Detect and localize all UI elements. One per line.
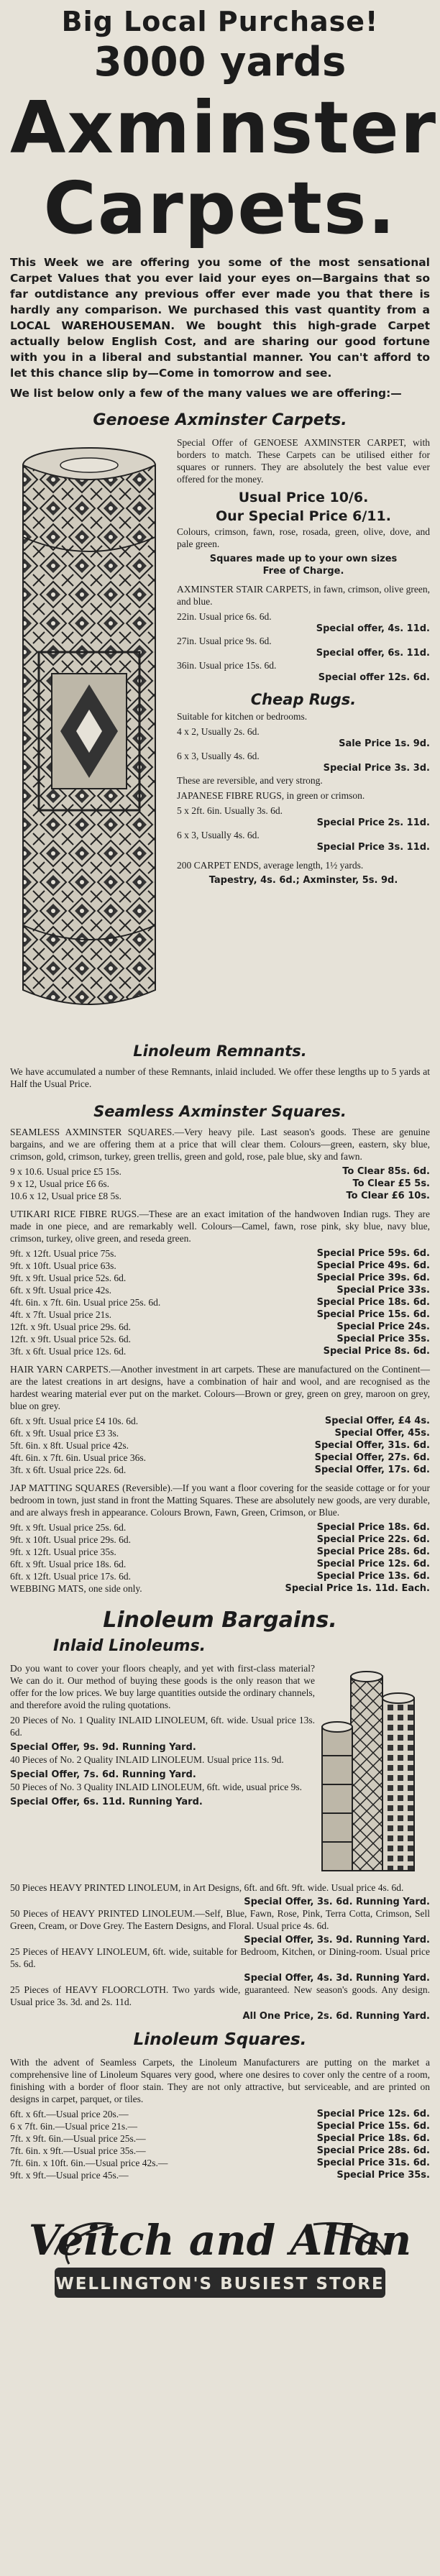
stair-row-price: Special offer, 6s. 11d. [316,648,430,659]
utikari-price: Special Price 33s. [336,1285,430,1296]
seamless-size: 9 x 12, Usual price £6 6s. [10,1178,109,1189]
hair-yarn-row [10,1439,430,1452]
lino-square-price: Special Price 12s. 6d. [316,2109,430,2119]
jap-matting-row [10,1570,430,1582]
webbing-mats-price: Special Price 1s. 11d. Each. [285,1583,430,1594]
hair-yarn-size: 6ft. x 9ft. Usual price £3 3s. [10,1428,119,1439]
stair-row [177,635,430,659]
jap-rug-row [177,829,430,853]
headline-axminster: Axminster [10,86,438,170]
utikari-size: 9ft. x 12ft. Usual price 75s. [10,1248,116,1259]
stair-row [177,659,430,684]
utikari-row [10,1284,430,1296]
utikari-size: 6ft. x 9ft. Usual price 42s. [10,1285,111,1296]
inlaid-intro: Do you want to cover your floors cheaply, and yet with first-class material? We can do it. Our method of buying these goods is the only reason that we offer for the low prices. We buy large quantities outside the ordinary channels, and therefore avoid the ruling quotations. [10,1663,315,1710]
genoese-details [168,436,430,1030]
inlaid-no2: 40 Pieces of No. 2 Quality INLAID LINOLEUM. Usual price 11s. 9d. [10,1754,284,1765]
lino-square-price: Special Price 28s. 6d. [316,2145,430,2156]
lino-square-row [10,2120,430,2132]
jap-matting-size: 9ft. x 12ft. Usual price 35s. [10,1546,116,1557]
hair-yarn-row [10,1452,430,1464]
jap-rug-row [177,805,430,829]
lino-square-price: Special Price 18s. 6d. [316,2133,430,2144]
utikari-price: Special Price 49s. 6d. [316,1260,430,1271]
jap-matting-size: 9ft. x 9ft. Usual price 25s. 6d. [10,1522,127,1533]
jap-matting-description: JAP MATTING SQUARES (Reversible).—If you want a floor covering for the seaside cottage or for your bedroom in town, just stand in front the Matting Squares. These are absolutely new goods, are very durable, and are always fresh in appearance. Colours Brown, Fawn, Green, Crimson, or Blue. [10,1482,430,1518]
rolled-carpet-illustration [10,436,168,1030]
lino-square-size: 6 x 7ft. 6in.—Usual price 21s.— [10,2121,137,2132]
lino-squares-text: With the advent of Seamless Carpets, the Linoleum Manufacturers are putting on the market a comprehensive line of Linoleum Squares very good, where one desires to cover only the centre of a room, finishing with a border of floor stain. They are not only attractive, but serviceable, and are printed on designs in carpet, parquet, or tiles. [10,2057,430,2104]
genoese-section [10,436,430,1030]
jap-matting-row [10,1558,430,1570]
lino-square-size: 7ft. 6in. x 10ft. 6in.—Usual price 42s.— [10,2158,168,2168]
lino-bargains-heading: Linoleum Bargains. [103,1608,337,1633]
hair-yarn-price: Special Offer, 17s. 6d. [314,1465,430,1475]
utikari-size: 12ft. x 9ft. Usual price 52s. 6d. [10,1334,131,1344]
webbing-mats-row [10,1582,430,1595]
jap-matting-row [10,1521,430,1534]
utikari-row [10,1260,430,1272]
inlaid-no3: 50 Pieces of No. 3 Quality INLAID LINOLEUM, 6ft. wide, usual price 9s. [10,1782,303,1792]
stair-row-price: Special offer 12s. 6d. [318,672,430,683]
inlaid-details [10,1662,315,1881]
veitch-allan-logo [10,2196,430,2307]
jap-matting-price: Special Price 13s. 6d. [316,1571,430,1582]
jap-matting-row [10,1546,430,1558]
headline-big-local-purchase: Big Local Purchase! [61,6,379,37]
japanese-fibre-rugs: JAPANESE FIBRE RUGS, in green or crimson. [177,790,365,801]
cheap-rug-row [177,750,430,774]
hair-yarn-price: Special Offer, 31s. 6d. [314,1440,430,1451]
lino-square-row [10,2108,430,2120]
genoese-colours: Colours, crimson, fawn, rose, rosada, green, olive, dove, and pale green. [177,526,430,549]
inlaid-no1-price: Special Offer, 9s. 9d. Running Yard. [10,1742,196,1753]
printed-lino-2: 50 Pieces of HEAVY PRINTED LINOLEUM.—Self, Blue, Fawn, Rose, Pink, Terra Cotta, Crimson, Sell Green, Cream, or Dove Grey. The Eastern Designs, and Floral. Usual price 4s. 6d. [10,1908,430,1931]
lino-square-size: 6ft. x 6ft.—Usual price 20s.— [10,2109,129,2119]
utikari-description: UTIKARI RICE FIBRE RUGS.—These are an exact imitation of the handwoven Indian rugs. They are made in one piece, and are remarkably well. Colours—Camel, fawn, rose pink, sky blue, navy blue, crimson, turkey, olive green, and reseda green. [10,1209,430,1244]
lino-square-price: Special Price 15s. 6d. [316,2121,430,2132]
seamless-price: To Clear £5 5s. [352,1178,430,1189]
hair-yarn-price: Special Offer, £4 4s. [324,1416,430,1426]
webbing-mats-label: WEBBING MATS, one side only. [10,1583,142,1594]
lino-square-size: 9ft. x 9ft.—Usual price 45s.— [10,2170,129,2181]
carpet-ends-price: Tapestry, 4s. 6d.; Axminster, 5s. 9d. [208,875,398,886]
jap-rug-price: Special Price 2s. 11d. [316,817,430,828]
genoese-usual-price: Usual Price 10/6. [238,490,369,505]
heavy-floorcloth-price: All One Price, 2s. 6d. Running Yard. [242,2011,430,2022]
utikari-size: 12ft. x 9ft. Usual price 29s. 6d. [10,1321,131,1332]
utikari-price: Special Price 59s. 6d. [316,1248,430,1259]
linoleum-rolls-icon [315,1662,430,1878]
stair-row [177,610,430,635]
lino-squares-heading: Linoleum Squares. [133,2030,307,2049]
linoleum-rolls-illustration [315,1662,430,1881]
lino-square-row [10,2145,430,2157]
stair-carpets-description: AXMINSTER STAIR CARPETS, in fawn, crimson, olive green, and blue. [177,584,430,607]
intro-offer-line: We list below only a few of the many values we are offering:— [10,387,402,400]
lino-square-row [10,2157,430,2169]
seamless-description: SEAMLESS AXMINSTER SQUARES.—Very heavy pile. Last season's goods. These are genuine bargains, and we are offering them at a price that will clear them. Colours—green, eastern, sky blue, crimson, gold, crimson, turkey, green trellis, green and gold, rose, pale blue, sky and fawn. [10,1127,430,1162]
inlaid-no3-price: Special Offer, 6s. 11d. Running Yard. [10,1797,203,1807]
cheap-rug-size: 4 x 2, Usually 2s. 6d. [177,726,260,737]
utikari-row [10,1345,430,1357]
carpet-roll-icon [10,436,168,1026]
cheap-rug-row [177,725,430,750]
jap-rug-size: 5 x 2ft. 6in. Usually 3s. 6d. [177,805,283,816]
inlaid-section [10,1662,430,1881]
jap-rug-price: Special Price 3s. 11d. [316,842,430,853]
seamless-row [10,1190,430,1202]
utikari-row [10,1308,430,1321]
hair-yarn-price: Special Offer, 45s. [334,1428,430,1439]
stair-row-size: 27in. Usual price 9s. 6d. [177,636,272,646]
jap-matting-price: Special Price 28s. 6d. [316,1546,430,1557]
seamless-price: To Clear £6 10s. [346,1191,430,1201]
genoese-note-sizes: Squares made up to your own sizes [209,554,398,564]
jap-rug-size: 6 x 3, Usually 4s. 6d. [177,830,260,840]
stair-row-size: 22in. Usual price 6s. 6d. [177,611,272,622]
seamless-price: To Clear 85s. 6d. [342,1166,430,1177]
logo-script-name: Veitch and Allan [28,2216,412,2265]
cheap-rug-price: Sale Price 1s. 9d. [339,738,430,749]
utikari-price: Special Price 15s. 6d. [316,1309,430,1320]
inlaid-linoleums-heading: Inlaid Linoleums. [53,1637,206,1655]
lino-square-size: 7ft. x 9ft. 6in.—Usual price 25s.— [10,2133,146,2144]
lino-square-price: Special Price 31s. 6d. [316,2158,430,2168]
utikari-size: 9ft. x 10ft. Usual price 63s. [10,1260,116,1271]
lino-square-row [10,2169,430,2181]
utikari-price: Special Price 24s. [336,1321,430,1332]
genoese-description: Special Offer of GENOESE AXMINSTER CARPET, with borders to match. These Carpets can be utilised either for squares or runners. They are absolutely the best value ever offered for the money. [177,437,430,485]
hair-yarn-size: 3ft. x 6ft. Usual price 22s. 6d. [10,1465,127,1475]
jap-matting-price: Special Price 12s. 6d. [316,1559,430,1569]
hair-yarn-description: HAIR YARN CARPETS.—Another investment in art carpets. These are manufactured on the Continent—are the latest creations in art designs, have a combination of hair and wool, and are recognised as the hardest wearing material ever put on the market. Colours—Brown or grey, green on grey, maroon on grey, blue on grey. [10,1364,430,1411]
printed-lino-1-price: Special Offer, 3s. 6d. Running Yard. [244,1897,430,1907]
jap-matting-price: Special Price 18s. 6d. [316,1522,430,1533]
cheap-rugs-heading: Cheap Rugs. [250,691,357,708]
lino-remnants-text: We have accumulated a number of these Remnants, inlaid included. We offer these lengths up to 5 yards at Half the Usual Price. [10,1066,430,1089]
seamless-size: 10.6 x 12, Usual price £8 5s. [10,1191,122,1201]
utikari-size: 4ft. x 7ft. Usual price 21s. [10,1309,111,1320]
carpet-ends: 200 CARPET ENDS, average length, 1½ yards. [177,860,364,871]
seamless-size: 9 x 10.6. Usual price £5 15s. [10,1166,122,1177]
printed-lino-2-price: Special Offer, 3s. 9d. Running Yard. [244,1935,430,1945]
heavy-lino: 25 Pieces of HEAVY LINOLEUM, 6ft. wide, suitable for Bedroom, Kitchen, or Dining-room. Usual price 5s. 6d. [10,1946,430,1969]
lino-square-size: 7ft. 6in. x 9ft.—Usual price 35s.— [10,2145,146,2156]
inlaid-no1: 20 Pieces of No. 1 Quality INLAID LINOLEUM, 6ft. wide. Usual price 13s. 6d. [10,1715,315,1738]
genoese-heading: Genoese Axminster Carpets. [93,411,347,429]
utikari-row [10,1272,430,1284]
jap-matting-price: Special Price 22s. 6d. [316,1534,430,1545]
heavy-lino-price: Special Offer, 4s. 3d. Running Yard. [244,1973,430,1984]
utikari-size: 9ft. x 9ft. Usual price 52s. 6d. [10,1273,127,1283]
stair-row-size: 36in. Usual price 15s. 6d. [177,660,277,671]
genoese-special-price: Our Special Price 6/11. [216,508,391,524]
hair-yarn-size: 4ft. 6in. x 7ft. 6in. Usual price 36s. [10,1452,146,1463]
heavy-floorcloth: 25 Pieces of HEAVY FLOORCLOTH. Two yards wide, guaranteed. New season's goods. Any design. Usual price 3s. 3d. and 2s. 11d. [10,1984,430,2007]
utikari-row [10,1321,430,1333]
hair-yarn-size: 6ft. x 9ft. Usual price £4 10s. 6d. [10,1416,139,1426]
logo-tagline: WELLINGTON'S BUSIEST STORE [55,2275,385,2293]
cheap-rug-size: 6 x 3, Usually 4s. 6d. [177,751,260,761]
intro-paragraph: This Week we are offering you some of the most sensational Carpet Values that you ever laid your eyes on—Bargains that so far outdistance any previous offer ever made you that there is hardly any comparison. We purchased this vast quantity from a LOCAL WAREHOUSEMAN. We bought this high-grade Carpet actually below English Cost, and are sharing our good fortune with you in a liberal and substantial manner. You can't afford to let this chance slip by—Come in tomorrow and see. [10,256,430,380]
seamless-row [10,1165,430,1178]
seamless-row [10,1178,430,1190]
hair-yarn-price: Special Offer, 27s. 6d. [314,1452,430,1463]
jap-matting-size: 9ft. x 10ft. Usual price 29s. 6d. [10,1534,131,1545]
hair-yarn-row [10,1415,430,1427]
genoese-note-free: Free of Charge. [262,566,344,577]
utikari-price: Special Price 35s. [336,1334,430,1344]
utikari-price: Special Price 8s. 6d. [323,1346,430,1357]
jap-matting-row [10,1534,430,1546]
utikari-row [10,1333,430,1345]
hair-yarn-row [10,1427,430,1439]
utikari-price: Special Price 18s. 6d. [316,1297,430,1308]
stair-row-price: Special offer, 4s. 11d. [316,623,430,634]
lino-remnants-heading: Linoleum Remnants. [133,1042,307,1060]
utikari-row [10,1296,430,1308]
store-logo-icon [12,2196,428,2304]
jap-matting-size: 6ft. x 9ft. Usual price 18s. 6d. [10,1559,127,1569]
headline-3000-yards: 3000 yards [93,39,347,86]
inlaid-no2-price: Special Offer, 7s. 6d. Running Yard. [10,1769,196,1780]
cheap-rug-price: Special Price 3s. 3d. [323,763,430,774]
headline-carpets: Carpets. [43,166,397,250]
lino-square-price: Special Price 35s. [336,2170,430,2181]
seamless-squares-heading: Seamless Axminster Squares. [93,1103,347,1120]
cheap-rugs-desc: Suitable for kitchen or bedrooms. [177,711,308,722]
printed-lino-1: 50 Pieces HEAVY PRINTED LINOLEUM, in Art Designs, 6ft. and 6ft. 9ft. wide. Usual price 4s. 6d. [10,1882,404,1893]
hair-yarn-size: 5ft. 6in. x 8ft. Usual price 42s. [10,1440,129,1451]
jap-matting-size: 6ft. x 12ft. Usual price 17s. 6d. [10,1571,131,1582]
cheap-rugs-reversible: These are reversible, and very strong. [177,775,323,786]
utikari-price: Special Price 39s. 6d. [316,1273,430,1283]
utikari-size: 4ft. 6in. x 7ft. 6in. Usual price 25s. 6d. [10,1297,161,1308]
utikari-size: 3ft. x 6ft. Usual price 12s. 6d. [10,1346,127,1357]
lino-square-row [10,2132,430,2145]
hair-yarn-row [10,1464,430,1476]
utikari-row [10,1247,430,1260]
